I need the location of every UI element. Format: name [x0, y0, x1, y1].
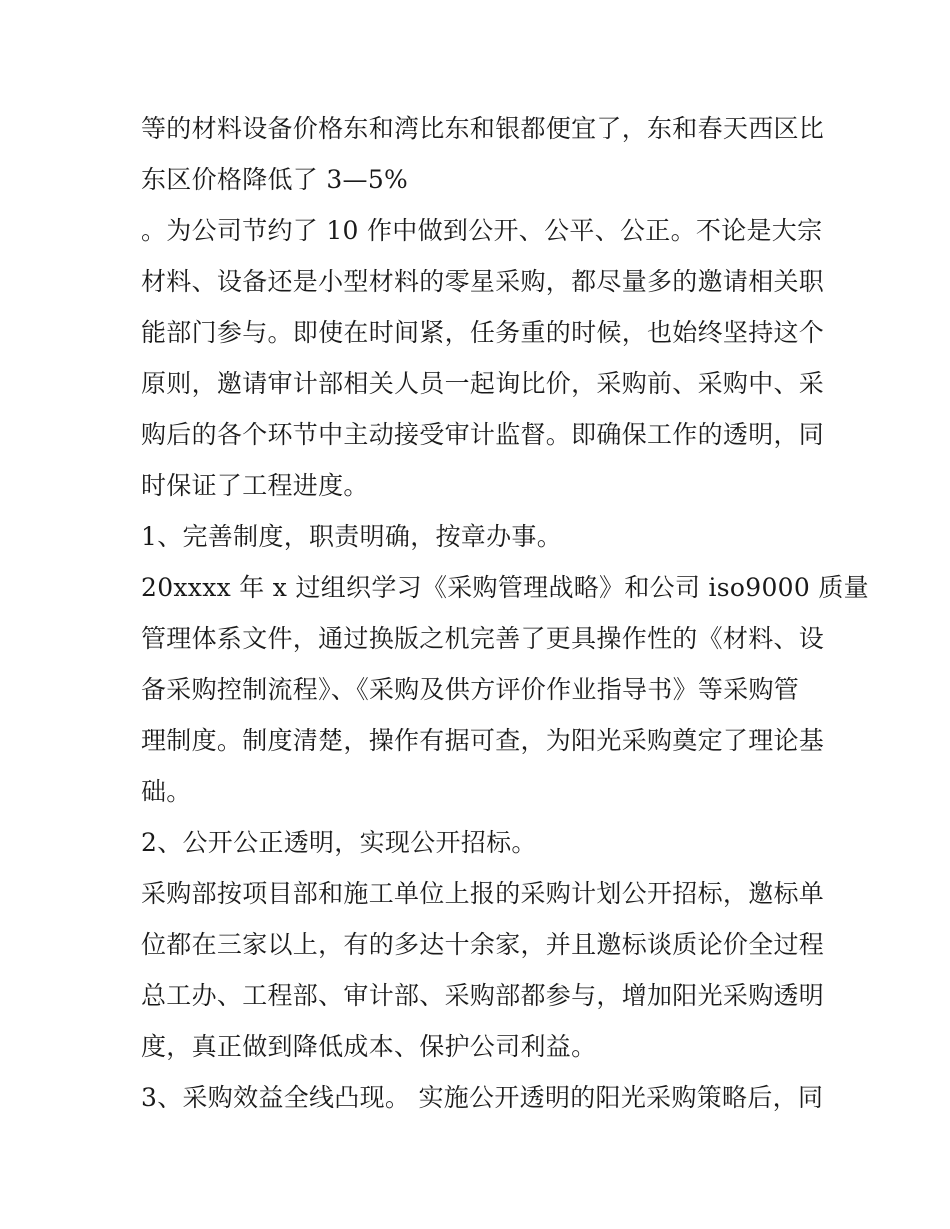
- text-line: 购后的各个环节中主动接受审计监督。即确保工作的透明，同: [141, 420, 825, 449]
- text-line: 采购部按项目部和施工单位上报的采购计划公开招标，邀标单: [141, 879, 825, 908]
- text-line: 备采购控制流程》、《采购及供方评价作业指导书》等采购管: [141, 675, 800, 704]
- text-line: 总工办、工程部、审计部、采购部都参与，增加阳光采购透明: [141, 981, 825, 1010]
- text-line: 东区价格降低了 3—5%: [141, 165, 409, 194]
- text-line: 时保证了工程进度。: [141, 471, 369, 500]
- text-line: 材料、设备还是小型材料的零星采购，都尽量多的邀请相关职: [141, 267, 825, 296]
- text-line: 。为公司节约了 10 作中做到公开、公平、公正。不论是大宗: [141, 216, 823, 245]
- document-body: [141, 103, 869, 1123]
- text-line: 位都在三家以上，有的多达十余家，并且邀标谈质论价全过程: [141, 930, 825, 959]
- text-line: 度，真正做到降低成本、保护公司利益。: [141, 1032, 597, 1061]
- text-line: 管理体系文件，通过换版之机完善了更具操作性的《材料、设: [141, 624, 825, 653]
- text-line: 20xxxx 年 x 过组织学习《采购管理战略》和公司 iso9000 质量: [141, 573, 869, 602]
- section-heading: 1、完善制度，职责明确，按章办事。: [141, 522, 563, 551]
- text-line: 原则，邀请审计部相关人员一起询比价，采购前、采购中、采: [141, 369, 825, 398]
- section-heading: 2、公开公正透明，实现公开招标。: [141, 828, 537, 857]
- text-line: 等的材料设备价格东和湾比东和银都便宜了，东和春天西区比: [141, 114, 825, 143]
- section-heading: 3、采购效益全线凸现。 实施公开透明的阳光采购策略后，同: [141, 1083, 824, 1112]
- text-line: 能部门参与。即使在时间紧，任务重的时候，也始终坚持这个: [141, 318, 825, 347]
- text-line: 础。: [141, 777, 192, 806]
- text-line: 理制度。制度清楚，操作有据可查，为阳光采购奠定了理论基: [141, 726, 825, 755]
